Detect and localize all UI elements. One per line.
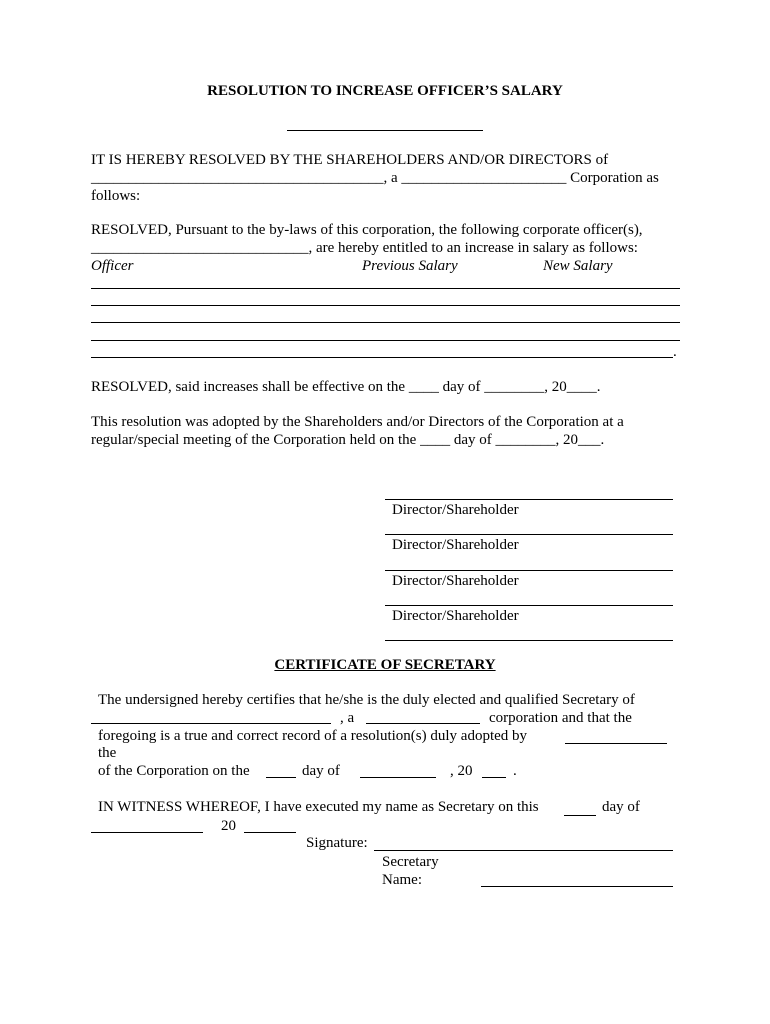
secretary-label: Secretary	[382, 854, 439, 870]
new-salary-column-header: New Salary	[543, 258, 613, 274]
certificate-line-3: foregoing is a true and correct record of a resolution(s) duly adopted by	[98, 728, 528, 744]
witness-day-of: day of	[602, 799, 640, 815]
intro-line-1: IT IS HEREBY RESOLVED BY THE SHAREHOLDERS AND/OR DIRECTORS of	[91, 152, 609, 168]
intro-line-2[interactable]: _______________________________________, a ______________________ Corporation as	[91, 170, 659, 186]
secretary-signature-line[interactable]	[374, 850, 673, 851]
salary-entry-line-3[interactable]	[91, 322, 680, 323]
state-blank[interactable]	[366, 723, 480, 724]
table-end-period: .	[673, 344, 677, 360]
witness-month-blank[interactable]	[91, 832, 203, 833]
certificate-day-of: day of	[302, 763, 340, 779]
signature-label: Signature:	[306, 835, 368, 851]
title-rule	[287, 130, 483, 131]
resolved-1-line-2[interactable]: _____________________________, are hereby entitled to an increase in salary as follows:	[91, 240, 638, 256]
resolved-1-line-1: RESOLVED, Pursuant to the by-laws of this corporation, the following corporate officer(s),	[91, 222, 643, 238]
salary-entry-line-5[interactable]	[91, 357, 673, 358]
cert-year-blank[interactable]	[482, 777, 506, 778]
witness-day-blank[interactable]	[564, 815, 596, 816]
name-label: Name:	[382, 872, 422, 888]
signature-line-2[interactable]	[385, 534, 673, 535]
adoption-line-2[interactable]: regular/special meeting of the Corporation held on the ____ day of ________, 20___.	[91, 432, 605, 448]
certificate-title: CERTIFICATE OF SECRETARY	[274, 657, 496, 673]
witness-year-blank[interactable]	[244, 832, 296, 833]
certificate-line-1: The undersigned hereby certifies that he/she is the duly elected and qualified Secretary of	[98, 692, 635, 708]
certificate-line-5-start: of the Corporation on the	[98, 763, 250, 779]
salary-entry-line-4[interactable]	[91, 340, 680, 341]
secretary-name-line[interactable]	[481, 886, 673, 887]
adoption-line-1: This resolution was adopted by the Shareholders and/or Directors of the Corporation at a	[91, 414, 624, 430]
cert-month-blank[interactable]	[360, 777, 436, 778]
corporation-name-blank[interactable]	[91, 723, 331, 724]
certificate-line-4: the	[98, 745, 117, 761]
cert-day-blank[interactable]	[266, 777, 296, 778]
signature-line-5[interactable]	[385, 640, 673, 641]
intro-line-3: follows:	[91, 188, 141, 204]
certificate-period: .	[513, 763, 517, 779]
signature-line-1[interactable]	[385, 499, 673, 500]
witness-line: IN WITNESS WHEREOF, I have executed my name as Secretary on this	[98, 799, 539, 815]
document-title: RESOLUTION TO INCREASE OFFICER’S SALARY	[207, 83, 563, 99]
previous-salary-column-header: Previous Salary	[362, 258, 458, 274]
effective-date-line[interactable]: RESOLVED, said increases shall be effective on the ____ day of ________, 20____.	[91, 379, 601, 395]
salary-entry-line-2[interactable]	[91, 305, 680, 306]
signature-label-4: Director/Shareholder	[392, 608, 519, 624]
certificate-corporation-text: corporation and that the	[489, 710, 632, 726]
witness-twenty: 20	[221, 818, 236, 834]
signature-label-3: Director/Shareholder	[392, 573, 519, 589]
adopted-by-blank[interactable]	[565, 743, 667, 744]
signature-line-3[interactable]	[385, 570, 673, 571]
salary-entry-line-1[interactable]	[91, 288, 680, 289]
certificate-twenty: , 20	[450, 763, 473, 779]
signature-label-2: Director/Shareholder	[392, 537, 519, 553]
signature-line-4[interactable]	[385, 605, 673, 606]
certificate-comma-a: , a	[340, 710, 355, 726]
officer-column-header: Officer	[91, 258, 134, 274]
signature-label-1: Director/Shareholder	[392, 502, 519, 518]
